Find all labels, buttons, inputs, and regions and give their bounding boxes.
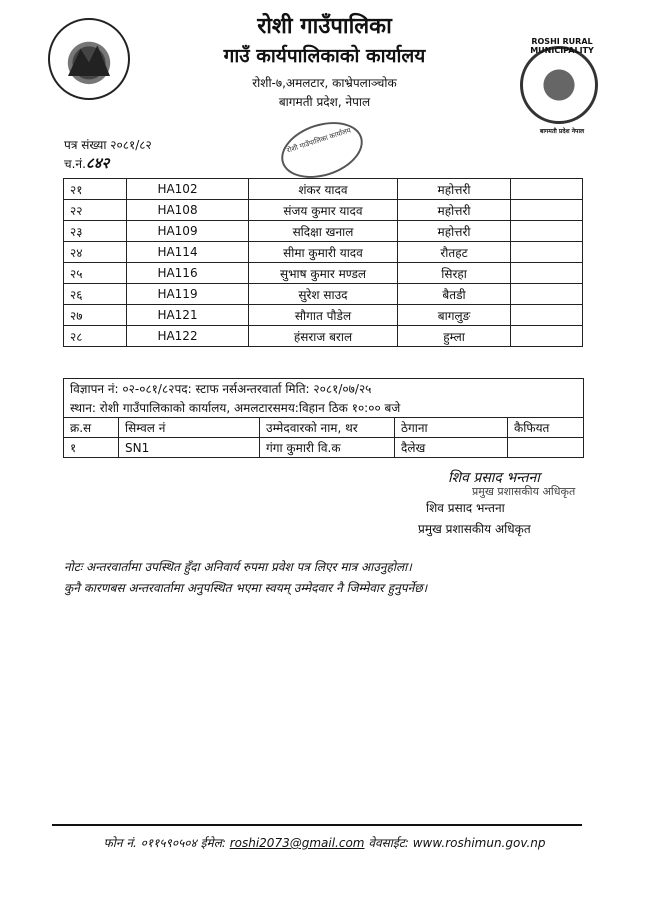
note-line-1: नोटः अन्तरवार्तामा उपस्थित हुँदा अनिवार्य रुपमा प्रवेश पत्र लिएर मात्र आउनुहोला।: [64, 560, 412, 574]
table-row: [64, 438, 584, 458]
address-line-1: रोशी-७,अमलटार, काभ्रेपलाञ्चोक: [252, 76, 397, 90]
address-line-2: बागमती प्रदेश, नेपाल: [278, 95, 371, 109]
cell-serial: २१: [64, 179, 127, 200]
footer-website-label: वेवसाईट:: [368, 836, 409, 850]
table-row: [64, 305, 583, 326]
cell-name: सुभाष कुमार मण्डल: [249, 263, 398, 284]
footer-email-label: ईमेल:: [200, 836, 226, 850]
handwritten-signature: शिव प्रसाद भन्तना: [448, 470, 540, 486]
cell-remarks: [511, 263, 583, 284]
cell-name: गंगा कुमारी वि.क: [260, 438, 395, 458]
cell-remarks: [511, 221, 583, 242]
header-serial: क्र.स: [64, 418, 119, 438]
cell-address: सिरहा: [397, 263, 510, 284]
table-row: [64, 326, 583, 347]
cell-serial: २३: [64, 221, 127, 242]
cell-symbol: HA122: [127, 326, 249, 347]
table-row: [64, 242, 583, 263]
dispatch-number-line: [64, 153, 109, 173]
cell-serial: २६: [64, 284, 127, 305]
notes: [64, 557, 427, 599]
dispatch-prefix: च.नं.: [64, 157, 86, 171]
footer: [0, 834, 649, 851]
cell-address: बैतडी: [397, 284, 510, 305]
cell-name: संजय कुमार यादव: [249, 200, 398, 221]
cell-symbol: HA109: [127, 221, 249, 242]
cell-symbol: HA119: [127, 284, 249, 305]
cell-address: बागलुङ: [397, 305, 510, 326]
signature-stamp: प्रमुख प्रशासकीय अधिकृत: [472, 485, 576, 498]
venue: स्थान: रोशी गाउँपालिकाको कार्यालय, अमलटार: [70, 401, 273, 415]
cell-remarks: [508, 438, 584, 458]
table-header-row: [64, 418, 584, 438]
header-name: उम्मेदवारको नाम, थर: [260, 418, 395, 438]
interview-table: [63, 378, 584, 458]
table-row: [64, 263, 583, 284]
cell-name: सौगात पौडेल: [249, 305, 398, 326]
signatory-title: प्रमुख प्रशासकीय अधिकृत: [418, 522, 531, 536]
cell-address: महोत्तरी: [397, 179, 510, 200]
cell-name: सुरेश साउद: [249, 284, 398, 305]
cell-remarks: [511, 200, 583, 221]
cell-address: हुम्ला: [397, 326, 510, 347]
interview-info-row: [64, 379, 584, 399]
candidates-table: [63, 178, 583, 347]
cell-remarks: [511, 242, 583, 263]
cell-remarks: [511, 326, 583, 347]
logo-ring-text: ROSHI RURAL MUNICIPALITY: [530, 37, 594, 55]
header-remarks: कैफियत: [508, 418, 584, 438]
footer-phone: फोन नं. ०११५९०५०४: [103, 836, 197, 850]
logo-ring-subtext: बागमती प्रदेश नेपाल: [539, 128, 585, 135]
cell-name: सीमा कुमारी यादव: [249, 242, 398, 263]
cell-serial: २७: [64, 305, 127, 326]
interview-date: अन्तरवार्ता मिति: २०८१/०७/२५: [237, 382, 372, 396]
cell-address: रौतहट: [397, 242, 510, 263]
cell-remarks: [511, 179, 583, 200]
header-symbol: सिम्वल नं: [119, 418, 260, 438]
cell-serial: २२: [64, 200, 127, 221]
cell-serial: २५: [64, 263, 127, 284]
cell-name: शंकर यादव: [249, 179, 398, 200]
cell-symbol: HA121: [127, 305, 249, 326]
table-row: [64, 200, 583, 221]
interview-time: समय:विहान ठिक १०:०० बजे: [272, 401, 401, 415]
note-line-2: कुनै कारणबस अन्तरवार्तामा अनुपस्थित भएमा स्वयम् उम्मेदवार नै जिम्मेवार हुनुपर्नेछ।: [64, 581, 428, 595]
cell-symbol: HA102: [127, 179, 249, 200]
venue-row: [64, 398, 584, 418]
office-stamp: रोशी गाउँपालिका कार्यालय: [274, 112, 370, 187]
cell-name: सदिक्षा खनाल: [249, 221, 398, 242]
signatory-name: शिव प्रसाद भन्तना: [426, 501, 505, 515]
table-row: [64, 284, 583, 305]
cell-serial: १: [64, 438, 119, 458]
table-row: [64, 221, 583, 242]
office-name: गाउँ कार्यपालिकाको कार्यालय: [223, 45, 426, 67]
cell-serial: २४: [64, 242, 127, 263]
cell-remarks: [511, 284, 583, 305]
footer-divider: [52, 824, 582, 826]
letter-number: पत्र संख्या २०८१/८२: [64, 138, 152, 152]
cell-name: हंसराज बराल: [249, 326, 398, 347]
cell-symbol: SN1: [119, 438, 260, 458]
table-row: [64, 179, 583, 200]
advert-number: विज्ञापन नं: ०२-०८१/८२: [70, 382, 175, 396]
cell-symbol: HA114: [127, 242, 249, 263]
cell-address: महोत्तरी: [397, 221, 510, 242]
footer-email-link[interactable]: roshi2073@gmail.com: [229, 836, 365, 850]
org-name: रोशी गाउँपालिका: [257, 14, 392, 39]
cell-symbol: HA116: [127, 263, 249, 284]
post-name: पद: स्टाफ नर्स: [174, 382, 238, 396]
header-address: ठेगाना: [395, 418, 508, 438]
cell-address: महोत्तरी: [397, 200, 510, 221]
cell-symbol: HA108: [127, 200, 249, 221]
footer-website-link[interactable]: www.roshimun.gov.np: [412, 836, 546, 850]
dispatch-number: ८४२: [85, 154, 110, 172]
cell-serial: २८: [64, 326, 127, 347]
cell-remarks: [511, 305, 583, 326]
cell-address: दैलेख: [395, 438, 508, 458]
